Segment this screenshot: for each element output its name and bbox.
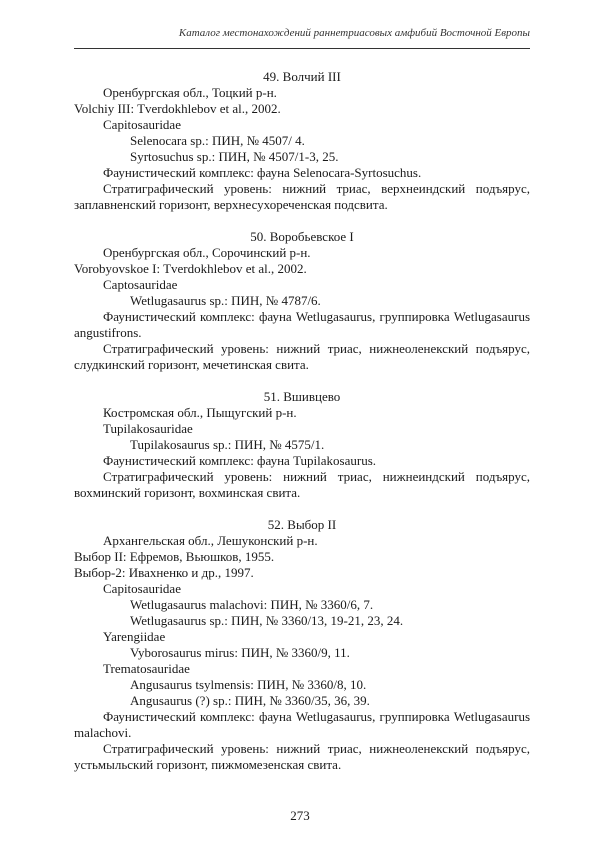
family-name: Capitosauridae bbox=[103, 117, 181, 132]
faunal-complex: Фаунистический комплекс: фауна Wetlugasaurus, группировка Wetlugasaurus angustifrons. bbox=[74, 309, 530, 340]
entry-reference: Volchiy III: Tverdokhlebov et al., 2002. bbox=[74, 101, 281, 116]
taxon-record: Vyborosaurus mirus: ПИН, № 3360/9, 11. bbox=[130, 645, 350, 660]
entry-title: 51. Вшивцево bbox=[263, 389, 341, 404]
entry-title: 50. Воробьевское I bbox=[250, 229, 354, 244]
entry-region: Оренбургская обл., Сорочинский р-н. bbox=[103, 245, 311, 260]
catalog-entry-51 bbox=[74, 389, 530, 501]
entry-title: 49. Волчий III bbox=[263, 69, 341, 84]
taxon-record: Angusaurus tsylmensis: ПИН, № 3360/8, 10. bbox=[130, 677, 367, 692]
entry-reference: Выбор II: Ефремов, Вьюшков, 1955. bbox=[74, 549, 275, 564]
taxon-record: Wetlugasaurus malachovi: ПИН, № 3360/6, 7. bbox=[130, 597, 374, 612]
entry-reference: Vorobyovskoe I: Tverdokhlebov et al., 2002. bbox=[74, 261, 307, 276]
page-number: 273 bbox=[290, 808, 310, 823]
family-name: Trematosauridae bbox=[103, 661, 190, 676]
entry-region: Костромская обл., Пыщугский р-н. bbox=[103, 405, 297, 420]
taxon-record: Tupilakosaurus sp.: ПИН, № 4575/1. bbox=[130, 437, 325, 452]
catalog-entry-49 bbox=[74, 69, 530, 213]
stratigraphic-level: Стратиграфический уровень: нижний триас, верхнеиндский подъярус, заплавненский горизонт, верхнесухореченская подсвита. bbox=[74, 181, 530, 212]
family-name: Capitosauridae bbox=[103, 581, 181, 596]
taxon-record: Wetlugasaurus sp.: ПИН, № 3360/13, 19-21, 23, 24. bbox=[130, 613, 404, 628]
entry-title: 52. Выбор II bbox=[267, 517, 337, 532]
taxon-record: Wetlugasaurus sp.: ПИН, № 4787/6. bbox=[130, 293, 321, 308]
header-divider bbox=[74, 48, 530, 49]
catalog-entry-52 bbox=[74, 517, 530, 773]
stratigraphic-level: Стратиграфический уровень: нижний триас, нижнеоленекский подъярус, устьмыльский горизонт, пижмомезенская свита. bbox=[74, 741, 530, 772]
catalog-content bbox=[74, 69, 530, 789]
entry-region: Архангельская обл., Лешуконский р-н. bbox=[103, 533, 318, 548]
running-header: Каталог местонахождений раннетриасовых амфибий Восточной Европы bbox=[178, 27, 530, 39]
stratigraphic-level: Стратиграфический уровень: нижний триас, нижнеоленекский подъярус, слудкинский горизонт, мечетинская свита. bbox=[74, 341, 530, 372]
taxon-record: Angusaurus (?) sp.: ПИН, № 3360/35, 36, 39. bbox=[130, 693, 370, 708]
taxon-record: Selenocara sp.: ПИН, № 4507/ 4. bbox=[130, 133, 305, 148]
family-name: Yarengiidae bbox=[103, 629, 166, 644]
stratigraphic-level: Стратиграфический уровень: нижний триас, нижнеиндский подъярус, вохминский горизонт, вохминская свита. bbox=[74, 469, 530, 500]
faunal-complex: Фаунистический комплекс: фауна Tupilakosaurus. bbox=[103, 453, 377, 468]
entry-reference: Выбор-2: Ивахненко и др., 1997. bbox=[74, 565, 254, 580]
entry-region: Оренбургская обл., Тоцкий р-н. bbox=[103, 85, 277, 100]
catalog-entry-50 bbox=[74, 229, 530, 373]
faunal-complex: Фаунистический комплекс: фауна Selenocara-Syrtosuchus. bbox=[103, 165, 422, 180]
taxon-record: Syrtosuchus sp.: ПИН, № 4507/1-3, 25. bbox=[130, 149, 339, 164]
family-name: Captosauridae bbox=[103, 277, 178, 292]
family-name: Tupilakosauridae bbox=[103, 421, 193, 436]
faunal-complex: Фаунистический комплекс: фауна Wetlugasaurus, группировка Wetlugasaurus malachovi. bbox=[74, 709, 530, 740]
